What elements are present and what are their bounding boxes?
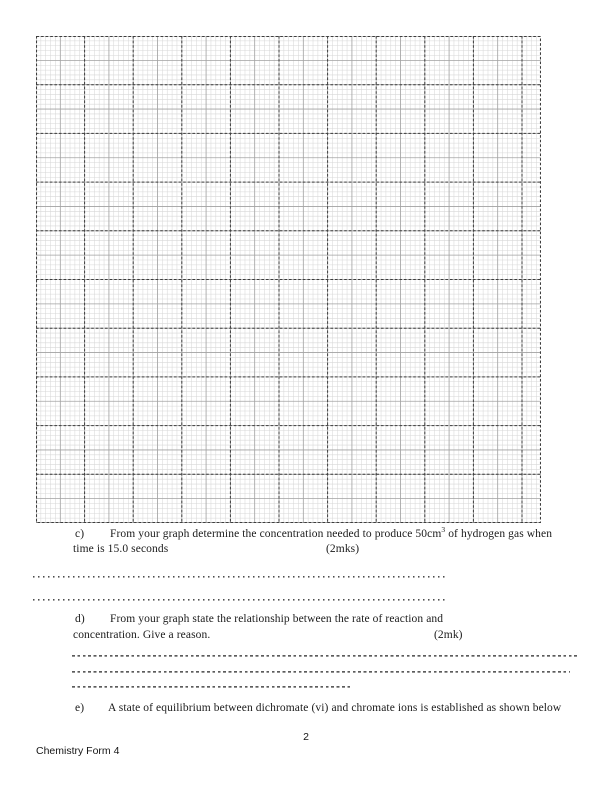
question-c-line1 [110,527,552,541]
question-d-line2: concentration. Give a reason. [73,629,211,641]
question-d-line1: From your graph state the relationship between the rate of reaction and [110,613,444,625]
question-d-marks: (2mk) [434,629,463,641]
answer-line [72,655,578,657]
question-e-text: A state of equilibrium between dichromate (vi) and chromate ions is established as shown below [108,702,562,714]
question-e-label: e) [75,702,85,714]
answer-line [33,576,448,578]
answer-line [33,599,448,601]
footer-text: Chemistry Form 4 [36,745,120,757]
graph-paper-grid [36,36,541,523]
superscript-3: 3 [441,525,446,535]
answer-line [72,686,352,688]
question-c-line1-pre: From your graph determine the concentration needed to produce 50cm [110,528,442,540]
question-c-label: c) [75,528,85,540]
answer-line [72,671,570,673]
question-c-line2: time is 15.0 seconds [73,543,169,555]
question-c-line1-post: of hydrogen gas when [445,528,553,540]
page-number: 2 [303,731,309,743]
graph-paper [36,36,541,523]
question-d-label: d) [75,613,85,625]
question-c-marks: (2mks) [326,543,360,555]
